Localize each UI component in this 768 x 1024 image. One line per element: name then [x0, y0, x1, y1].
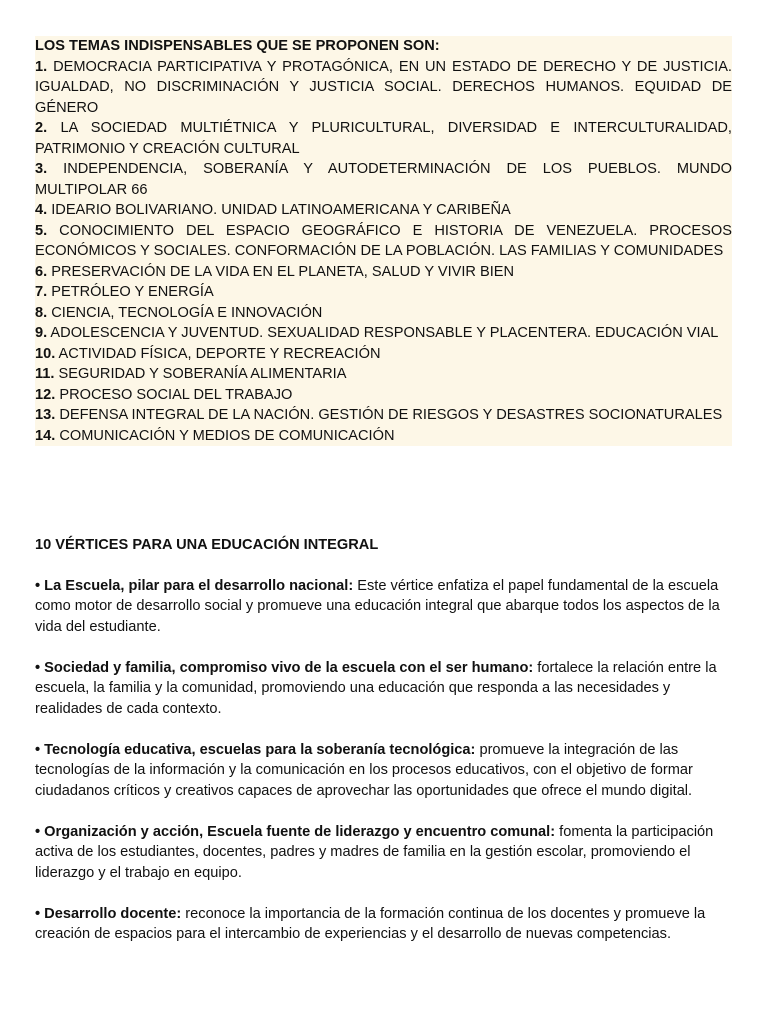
vertices-list — [35, 576, 732, 945]
theme-number: 13. — [35, 407, 56, 423]
theme-number: 1. — [35, 58, 48, 75]
theme-text: PRESERVACIÓN DE LA VIDA EN EL PLANETA, SALUD Y VIVIR BIEN — [51, 263, 515, 280]
vertex-title: Sociedad y familia, compromiso vivo de la escuela con el ser humano: — [44, 659, 534, 676]
vertex-item — [35, 576, 732, 638]
themes-list — [35, 57, 732, 447]
theme-text: DEFENSA INTEGRAL DE LA NACIÓN. GESTIÓN DE RIESGOS Y DESASTRES SOCIONATURALES — [59, 407, 723, 423]
vertex-description: reconoce la importancia de la formación continua de los docentes y promueve la creación de espacios para el intercambio de experiencias y el desarrollo de nuevas competencias. — [35, 905, 706, 942]
theme-item — [35, 262, 732, 283]
theme-text: COMUNICACIÓN Y MEDIOS DE COMUNICACIÓN — [59, 427, 395, 444]
vertex-title: La Escuela, pilar para el desarrollo nacional: — [44, 577, 354, 594]
theme-number: 4. — [35, 202, 48, 218]
theme-number: 2. — [35, 120, 48, 136]
theme-number: 9. — [35, 325, 48, 341]
theme-number: 12. — [35, 386, 56, 403]
theme-text: ACTIVIDAD FÍSICA, DEPORTE Y RECREACIÓN — [58, 345, 381, 362]
vertex-item — [35, 740, 732, 802]
theme-number: 11. — [35, 366, 55, 382]
theme-number: 8. — [35, 304, 48, 321]
theme-text: ADOLESCENCIA Y JUVENTUD. SEXUALIDAD RESPONSABLE Y PLACENTERA. EDUCACIÓN VIAL — [50, 325, 719, 341]
vertex-title: Organización y acción, Escuela fuente de liderazgo y encuentro comunal: — [44, 823, 556, 840]
theme-item — [35, 159, 732, 200]
theme-number: 14. — [35, 427, 56, 444]
theme-text: PROCESO SOCIAL DEL TRABAJO — [59, 386, 293, 403]
theme-text: SEGURIDAD Y SOBERANÍA ALIMENTARIA — [58, 366, 347, 382]
theme-item — [35, 426, 732, 447]
theme-item — [35, 118, 732, 159]
vertex-description: promueve la integración de las tecnologías de la información y la comunicación en los procesos educativos, con el objetivo de formar ciudadanos críticos y creativos capaces de aprovechar las oportunidades que ofrece el mundo digital. — [35, 741, 693, 799]
vertex-description: Este vértice enfatiza el papel fundamental de la escuela como motor de desarrollo social y promueve una educación integral que abarque todos los aspectos de la vida del estudiante. — [35, 577, 720, 635]
theme-item — [35, 405, 732, 426]
theme-text: DEMOCRACIA PARTICIPATIVA Y PROTAGÓNICA, EN UN ESTADO DE DERECHO Y DE JUSTICIA. IGUALDAD, NO DISCRIMINACIÓN Y JUSTICIA SOCIAL. DERECHOS HUMANOS. EQUIDAD DE GÉNERO — [35, 58, 732, 116]
theme-item — [35, 200, 732, 221]
theme-text: CIENCIA, TECNOLOGÍA E INNOVACIÓN — [51, 304, 323, 321]
vertex-title: Desarrollo docente: — [44, 905, 182, 922]
vertex-description: fomenta la participación activa de los estudiantes, docentes, padres y madres de familia en la gestión escolar, promoviendo el liderazgo y el trabajo en equipo. — [35, 823, 714, 881]
theme-text: CONOCIMIENTO DEL ESPACIO GEOGRÁFICO E HISTORIA DE VENEZUELA. PROCESOS ECONÓMICOS Y SOCIALES. CONFORMACIÓN DE LA POBLACIÓN. LAS FAMILIAS Y COMUNIDADES — [35, 222, 732, 259]
vertex-bullet: • — [35, 823, 41, 840]
theme-item — [35, 221, 732, 262]
theme-item — [35, 303, 732, 324]
vertices-section — [35, 535, 732, 965]
vertex-bullet: • — [35, 741, 41, 758]
vertex-bullet: • — [35, 659, 41, 676]
theme-number: 3. — [35, 161, 48, 177]
themes-block — [35, 36, 732, 446]
vertex-item — [35, 658, 732, 720]
vertices-heading: 10 VÉRTICES PARA UNA EDUCACIÓN INTEGRAL — [35, 537, 379, 553]
vertex-title: Tecnología educativa, escuelas para la soberanía tecnológica: — [44, 741, 476, 758]
theme-item — [35, 282, 732, 303]
theme-item — [35, 57, 732, 119]
themes-heading: LOS TEMAS INDISPENSABLES QUE SE PROPONEN SON: — [35, 38, 440, 54]
vertex-bullet: • — [35, 905, 41, 922]
vertex-item — [35, 904, 732, 945]
theme-text: LA SOCIEDAD MULTIÉTNICA Y PLURICULTURAL, DIVERSIDAD E INTERCULTURALIDAD, PATRIMONIO Y CREACIÓN CULTURAL — [35, 120, 732, 157]
vertex-item — [35, 822, 732, 884]
theme-text: IDEARIO BOLIVARIANO. UNIDAD LATINOAMERICANA Y CARIBEÑA — [51, 202, 511, 218]
theme-text: PETRÓLEO Y ENERGÍA — [51, 284, 214, 300]
vertex-description: fortalece la relación entre la escuela, la familia y la comunidad, promoviendo una educación que responda a las necesidades y realidades de cada contexto. — [35, 659, 717, 717]
theme-item — [35, 364, 732, 385]
theme-number: 10. — [35, 345, 56, 362]
theme-number: 5. — [35, 222, 48, 239]
theme-text: INDEPENDENCIA, SOBERANÍA Y AUTODETERMINACIÓN DE LOS PUEBLOS. MUNDO MULTIPOLAR 66 — [35, 161, 732, 198]
theme-item — [35, 344, 732, 365]
theme-item — [35, 323, 732, 344]
theme-item — [35, 385, 732, 406]
vertex-bullet: • — [35, 577, 41, 594]
theme-number: 6. — [35, 263, 48, 280]
theme-number: 7. — [35, 284, 48, 300]
